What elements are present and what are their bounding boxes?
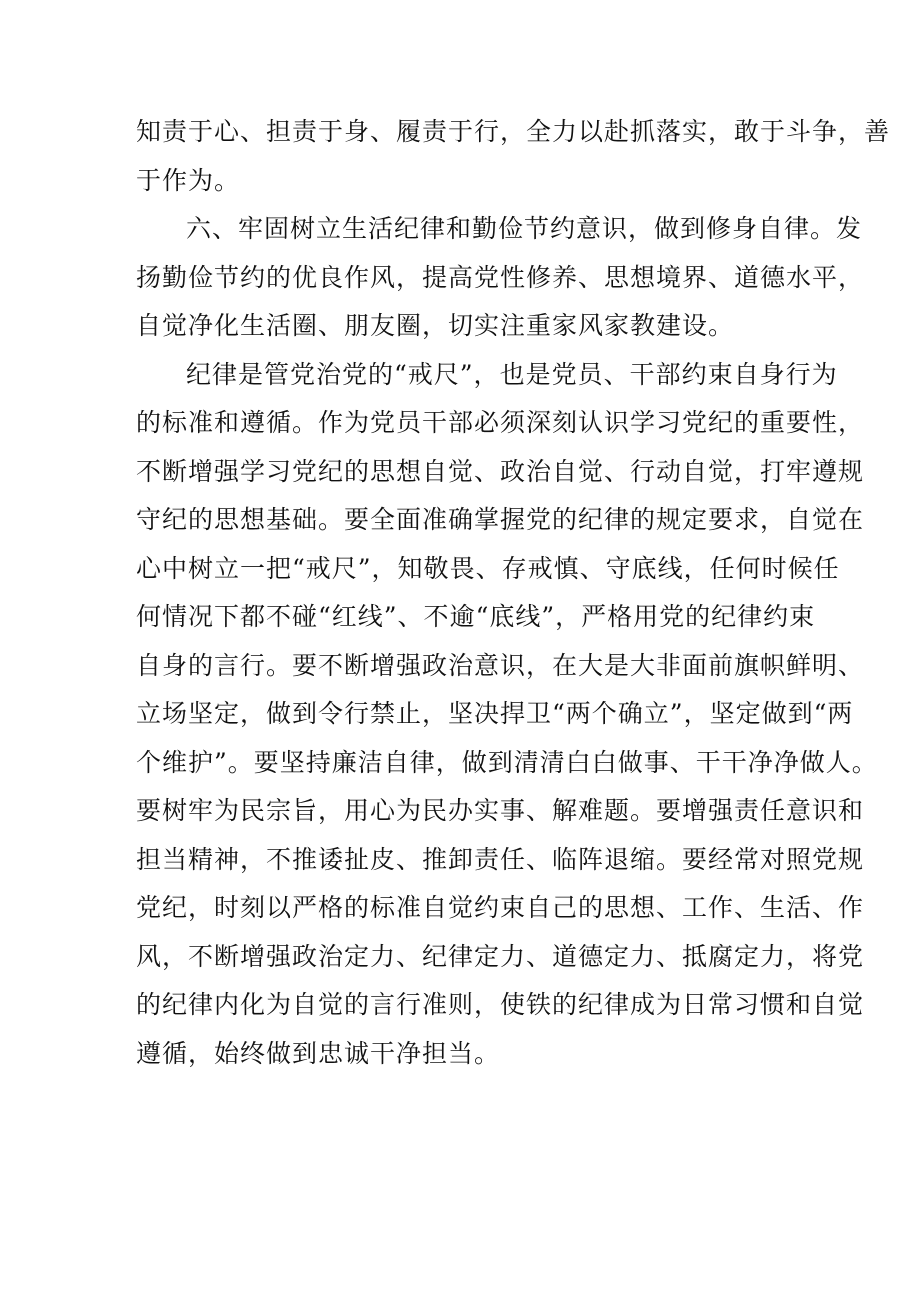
text-line: 不断增强学习党纪的思想自觉、政治自觉、行动自觉，打牢遵规 (136, 456, 865, 486)
text-line: 的纪律内化为自觉的言行准则，使铁的纪律成为日常习惯和自觉 (136, 990, 865, 1019)
text-line: 何情况下都不碰“红线”、不逾“底线”，严格用党的纪律约束 (136, 602, 816, 631)
text-line: 六、牢固树立生活纪律和勤俭节约意识，做到修身自律。发 (186, 214, 863, 243)
text-line: 担当精神，不推诿扯皮、推卸责任、临阵退缩。要经常对照党规 (136, 844, 865, 874)
text-line: 要树牢为民宗旨，用心为民办实事、解难题。要增强责任意识和 (136, 796, 865, 825)
text-line: 知责于心、担责于身、履责于行，全力以赴抓落实，敢于斗争，善 (136, 117, 891, 146)
text-line: 党纪，时刻以严格的标准自觉约束自己的思想、工作、生活、作 (136, 893, 865, 922)
text-line: 风，不断增强政治定力、纪律定力、道德定力、抵腐定力，将党 (136, 941, 865, 971)
text-line: 个维护”。要坚持廉洁自律，做到清清白白做事、干干净净做人。 (136, 747, 878, 777)
text-line: 守纪的思想基础。要全面准确掌握党的纪律的规定要求，自觉在 (136, 505, 865, 534)
document-body (136, 108, 891, 1078)
text-line: 立场坚定，做到令行禁止，坚决捍卫“两个确立”，坚定做到“两 (136, 699, 854, 728)
paragraph (136, 205, 865, 351)
text-line: 自觉净化生活圈、朋友圈，切实注重家风家教建设。 (136, 311, 735, 340)
text-line: 自身的言行。要不断增强政治意识，在大是大非面前旗帜鲜明、 (136, 650, 865, 680)
text-line: 心中树立一把“戒尺”，知敬畏、存戒慎、守底线，任何时候任 (136, 553, 840, 583)
text-line: 的标准和遵循。作为党员干部必须深刻认识学习党纪的重要性， (136, 408, 865, 437)
text-line: 扬勤俭节约的优良作风，提高党性修养、思想境界、道德水平， (136, 262, 865, 292)
text-line: 于作为。 (136, 165, 241, 195)
paragraph (136, 108, 891, 205)
paragraph (136, 351, 878, 1079)
text-line: 纪律是管党治党的“戒尺”，也是党员、干部约束自身行为 (186, 359, 838, 389)
text-line: 遵循，始终做到忠诚干净担当。 (136, 1038, 501, 1068)
